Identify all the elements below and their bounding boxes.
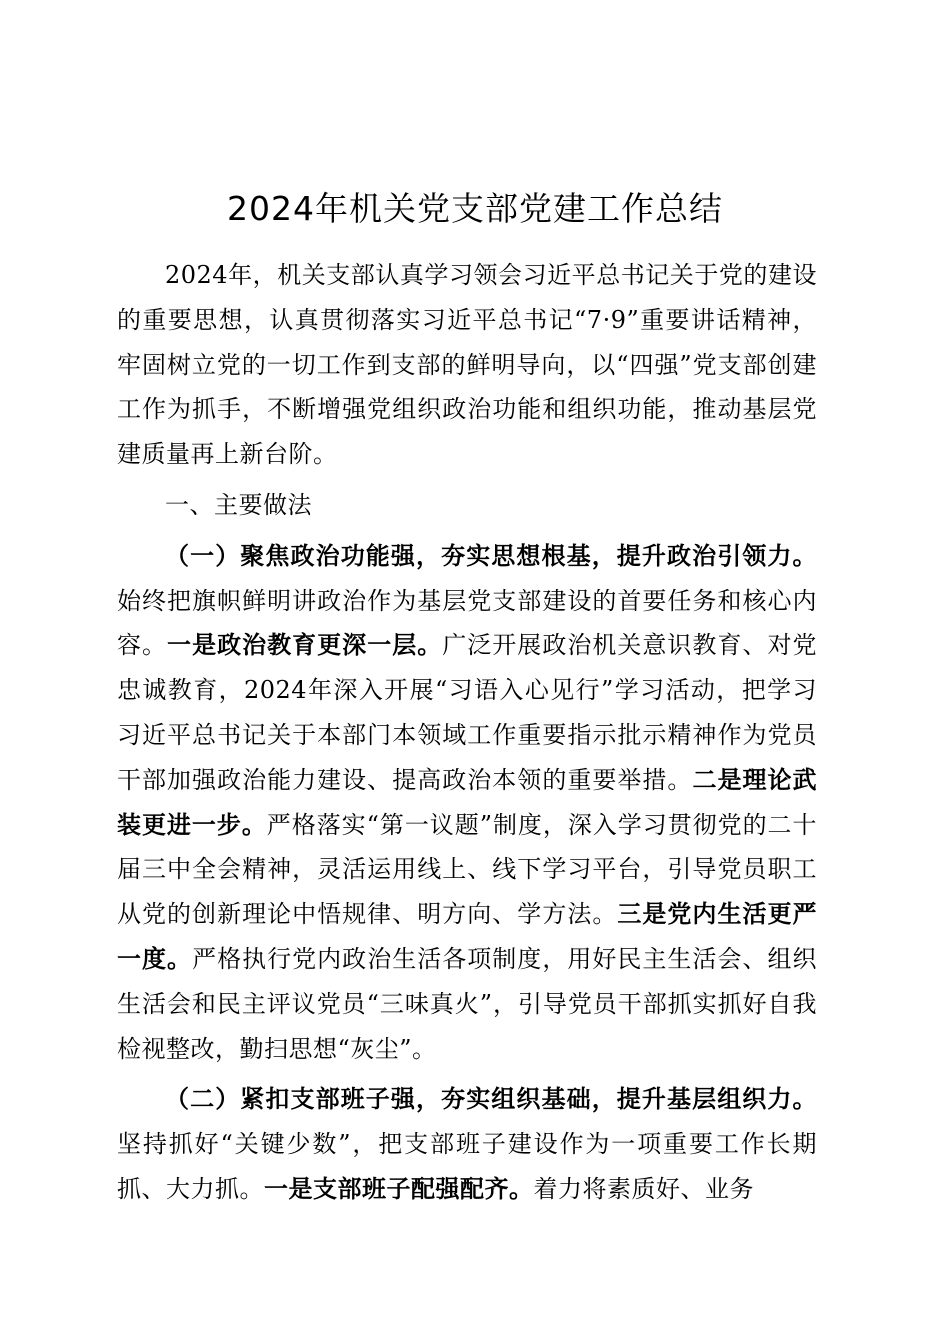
point-2-text: 严格落实“第一议题”制度，深入学习贯彻党的二十届三中全会精神，灵活运用线上、线下学习平台，引导党员职工从党的创新理论中悟规律、明方向、学方法。 [117,810,817,929]
subsection-2-paragraph [117,1077,817,1211]
subsection-2-heading: （二）紧扣支部班子强，夯实组织基础，提升基层组织力。 [165,1084,817,1114]
point-3-text: 严格执行党内政治生活各项制度，用好民主生活会、组织生活会和民主评议党员“三味真火”，引导党员干部抓实抓好自我检视整改，勤扫思想“灰尘”。 [117,944,818,1063]
point-2-title: 二是理论武装更进一步。 [117,764,818,839]
section-heading-main-practices: 一、主要做法 [165,490,312,519]
point-1-text: 广泛开展政治机关意识教育、对党忠诚教育，2024年深入开展“习语入心见行”学习活动，把学习习近平总书记关于本部门本领域工作重要指示批示精神作为党员干部加强政治能力建设、提高政治本领的重要举措。 [117,631,818,794]
point-3-title: 三是党内生活更严一度。 [117,899,818,973]
subsection-1-paragraph [117,534,817,1072]
intro-paragraph: 2024年，机关支部认真学习领会习近平总书记关于党的建设的重要思想，认真贯彻落实习近平总书记“7·9”重要讲话精神，牢固树立党的一切工作到支部的鲜明导向，以“四强”党支部创建工作为抓手，不断增强党组织政治功能和组织功能，推动基层党建质量再上新台阶。 [117,261,817,469]
subsection-2-point-1-title: 一是支部班子配强配齐。 [264,1173,534,1203]
subsection-2-lead: 坚持抓好“关键少数”，把支部班子建设作为一项重要工作长期抓、大力抓。 [117,1130,817,1203]
document-body [117,253,817,1212]
subsection-1-heading: （一）聚焦政治功能强，夯实思想根基，提升政治引领力。 [165,540,817,570]
point-1-title: 一是政治教育更深一层。 [167,630,443,660]
subsection-2-point-1-text: 着力将素质好、业务 [533,1174,754,1203]
subsection-1-lead: 始终把旗帜鲜明讲政治作为基层党支部建设的首要任务和核心内容。 [117,586,817,660]
document-title: 2024年机关党支部党建工作总结 [227,189,723,228]
